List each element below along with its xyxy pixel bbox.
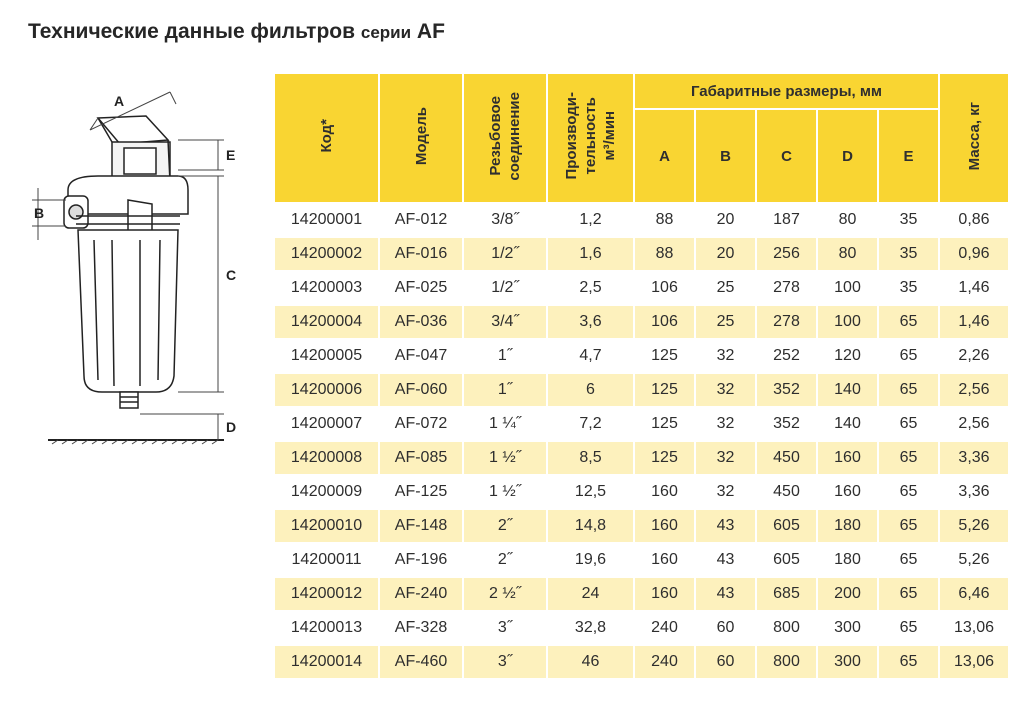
cell-dim-a: 88 [634,203,695,237]
cell-model: AF-240 [379,577,463,611]
cell-thread: 2 ½˝ [463,577,547,611]
cell-capacity: 8,5 [547,441,634,475]
cell-dim-b: 43 [695,509,756,543]
cell-dim-b: 60 [695,645,756,679]
cell-dim-b: 32 [695,339,756,373]
diagram-label-b: B [34,205,45,221]
diagram-label-d: D [226,419,237,435]
cell-code: 14200009 [274,475,379,509]
cell-dim-c: 256 [756,237,817,271]
title-series-word: серии [360,23,412,42]
cell-capacity: 7,2 [547,407,634,441]
cell-dim-b: 20 [695,237,756,271]
cell-dim-b: 32 [695,441,756,475]
cell-model: AF-060 [379,373,463,407]
cell-capacity: 4,7 [547,339,634,373]
cell-dim-d: 100 [817,271,878,305]
cell-dim-a: 106 [634,305,695,339]
cell-dim-b: 25 [695,271,756,305]
cell-dim-c: 278 [756,305,817,339]
table-row [274,475,1009,509]
cell-thread: 3/4˝ [463,305,547,339]
cell-dim-e: 65 [878,407,939,441]
title-main: Технические данные фильтров [28,20,356,43]
cell-mass: 2,26 [939,339,1009,373]
header-model: Модель [379,73,463,203]
cell-dim-c: 450 [756,475,817,509]
cell-dim-e: 65 [878,475,939,509]
table-row [274,407,1009,441]
table-row [274,611,1009,645]
cell-model: AF-196 [379,543,463,577]
cell-model: AF-036 [379,305,463,339]
cell-dim-c: 605 [756,543,817,577]
cell-dim-d: 160 [817,475,878,509]
cell-thread: 1 ¼˝ [463,407,547,441]
cell-model: AF-016 [379,237,463,271]
cell-dim-d: 80 [817,203,878,237]
cell-dim-e: 65 [878,373,939,407]
cell-dim-d: 180 [817,543,878,577]
cell-dim-e: 35 [878,271,939,305]
cell-code: 14200010 [274,509,379,543]
cell-dim-b: 60 [695,611,756,645]
cell-dim-b: 20 [695,203,756,237]
cell-code: 14200011 [274,543,379,577]
cell-dim-b: 32 [695,407,756,441]
header-dimensions: Габаритные размеры, мм [634,73,939,109]
cell-dim-d: 160 [817,441,878,475]
cell-mass: 0,96 [939,237,1009,271]
cell-model: AF-072 [379,407,463,441]
title-series: AF [416,20,445,43]
cell-thread: 1/2˝ [463,271,547,305]
cell-model: AF-125 [379,475,463,509]
cell-dim-e: 65 [878,577,939,611]
table-row [274,305,1009,339]
cell-dim-a: 160 [634,509,695,543]
cell-mass: 1,46 [939,305,1009,339]
cell-code: 14200007 [274,407,379,441]
cell-mass: 2,56 [939,407,1009,441]
filter-spec-table [273,72,1010,680]
header-dim-a: A [634,109,695,203]
cell-dim-b: 25 [695,305,756,339]
cell-model: AF-328 [379,611,463,645]
cell-dim-c: 278 [756,271,817,305]
cell-dim-a: 160 [634,475,695,509]
cell-code: 14200001 [274,203,379,237]
cell-model: AF-085 [379,441,463,475]
cell-code: 14200006 [274,373,379,407]
cell-dim-c: 450 [756,441,817,475]
cell-capacity: 6 [547,373,634,407]
cell-dim-e: 65 [878,543,939,577]
cell-dim-e: 65 [878,339,939,373]
table-row [274,543,1009,577]
cell-dim-a: 160 [634,543,695,577]
diagram-label-a: A [114,93,125,109]
cell-code: 14200013 [274,611,379,645]
table-row [274,203,1009,237]
cell-dim-c: 800 [756,645,817,679]
cell-dim-a: 125 [634,373,695,407]
cell-code: 14200005 [274,339,379,373]
cell-thread: 3˝ [463,611,547,645]
diagram-label-e: E [226,147,236,163]
cell-dim-d: 200 [817,577,878,611]
cell-dim-c: 605 [756,509,817,543]
cell-dim-c: 352 [756,373,817,407]
cell-dim-e: 65 [878,611,939,645]
cell-dim-d: 140 [817,373,878,407]
cell-dim-a: 125 [634,407,695,441]
filter-dimension-diagram [28,80,248,460]
cell-dim-d: 300 [817,645,878,679]
cell-thread: 1 ½˝ [463,441,547,475]
cell-dim-d: 80 [817,237,878,271]
table-row [274,645,1009,679]
cell-mass: 13,06 [939,645,1009,679]
cell-dim-d: 300 [817,611,878,645]
cell-mass: 5,26 [939,509,1009,543]
cell-dim-a: 125 [634,441,695,475]
table-body [274,203,1009,679]
cell-code: 14200014 [274,645,379,679]
header-dim-c: C [756,109,817,203]
cell-mass: 5,26 [939,543,1009,577]
cell-code: 14200008 [274,441,379,475]
cell-mass: 3,36 [939,441,1009,475]
table-row [274,509,1009,543]
cell-dim-d: 140 [817,407,878,441]
cell-dim-d: 120 [817,339,878,373]
cell-dim-b: 43 [695,577,756,611]
cell-dim-e: 35 [878,203,939,237]
header-dim-d: D [817,109,878,203]
cell-thread: 2˝ [463,509,547,543]
cell-dim-a: 88 [634,237,695,271]
table-row [274,577,1009,611]
header-code: Код* [274,73,379,203]
table-row [274,373,1009,407]
header-thread: Резьбовое соединение [463,73,547,203]
table-row [274,441,1009,475]
cell-thread: 1 ½˝ [463,475,547,509]
page-title [28,20,445,44]
cell-thread: 1/2˝ [463,237,547,271]
cell-dim-d: 100 [817,305,878,339]
cell-code: 14200004 [274,305,379,339]
cell-capacity: 14,8 [547,509,634,543]
cell-dim-c: 352 [756,407,817,441]
header-dim-e: E [878,109,939,203]
cell-thread: 3/8˝ [463,203,547,237]
cell-dim-c: 685 [756,577,817,611]
cell-dim-c: 187 [756,203,817,237]
cell-code: 14200003 [274,271,379,305]
header-capacity: Производи- тельность м³/мин [547,73,634,203]
cell-capacity: 1,2 [547,203,634,237]
cell-capacity: 12,5 [547,475,634,509]
cell-capacity: 24 [547,577,634,611]
diagram-label-c: C [226,267,237,283]
cell-capacity: 2,5 [547,271,634,305]
cell-code: 14200012 [274,577,379,611]
cell-dim-b: 32 [695,373,756,407]
cell-capacity: 46 [547,645,634,679]
cell-capacity: 3,6 [547,305,634,339]
table-row [274,339,1009,373]
cell-dim-a: 125 [634,339,695,373]
cell-dim-e: 65 [878,509,939,543]
cell-capacity: 1,6 [547,237,634,271]
cell-capacity: 32,8 [547,611,634,645]
cell-dim-a: 240 [634,645,695,679]
cell-thread: 1˝ [463,373,547,407]
cell-thread: 1˝ [463,339,547,373]
cell-dim-d: 180 [817,509,878,543]
cell-mass: 3,36 [939,475,1009,509]
cell-dim-a: 160 [634,577,695,611]
cell-capacity: 19,6 [547,543,634,577]
header-dim-b: B [695,109,756,203]
cell-mass: 1,46 [939,271,1009,305]
cell-dim-c: 252 [756,339,817,373]
cell-dim-a: 106 [634,271,695,305]
cell-mass: 0,86 [939,203,1009,237]
cell-model: AF-047 [379,339,463,373]
cell-model: AF-025 [379,271,463,305]
cell-dim-e: 65 [878,305,939,339]
cell-dim-e: 35 [878,237,939,271]
cell-thread: 2˝ [463,543,547,577]
table-row [274,237,1009,271]
cell-mass: 13,06 [939,611,1009,645]
cell-model: AF-148 [379,509,463,543]
header-mass: Масса, кг [939,73,1009,203]
cell-code: 14200002 [274,237,379,271]
cell-thread: 3˝ [463,645,547,679]
cell-dim-a: 240 [634,611,695,645]
cell-dim-b: 32 [695,475,756,509]
cell-model: AF-460 [379,645,463,679]
cell-dim-b: 43 [695,543,756,577]
cell-mass: 6,46 [939,577,1009,611]
cell-dim-e: 65 [878,645,939,679]
table-row [274,271,1009,305]
cell-dim-c: 800 [756,611,817,645]
cell-mass: 2,56 [939,373,1009,407]
cell-dim-e: 65 [878,441,939,475]
cell-model: AF-012 [379,203,463,237]
